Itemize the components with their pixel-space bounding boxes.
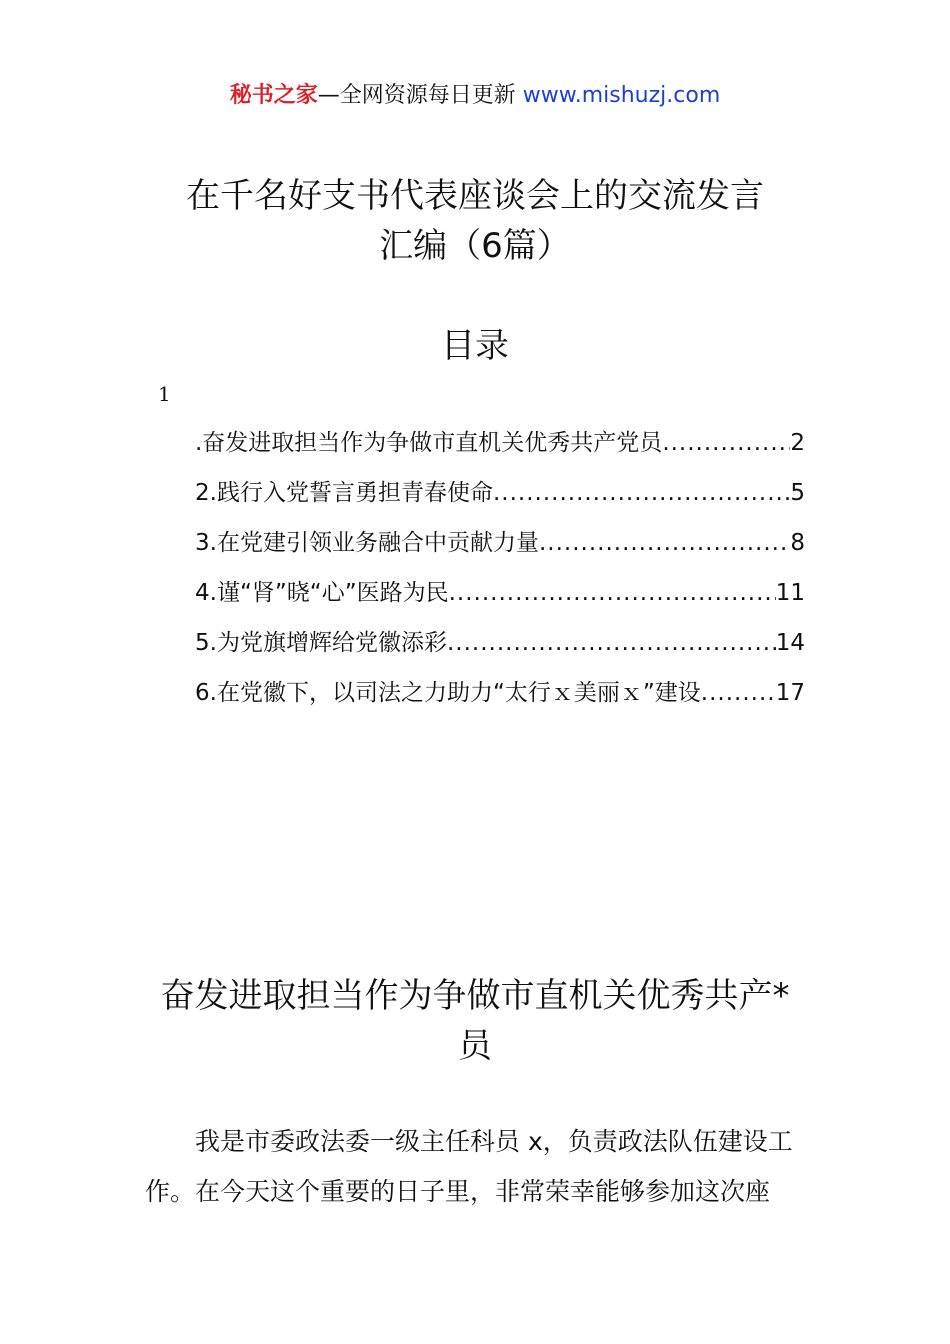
site-url-link[interactable]: www.mishuzj.com — [522, 83, 721, 108]
article-title-line-1: 奋发进取担当作为争做市直机关优秀共产* — [160, 976, 790, 1016]
toc-entry-page: 17 — [775, 680, 805, 706]
toc-entry-text: 4.谨“肾”晓“心”医路为民 — [195, 580, 449, 606]
site-banner — [0, 80, 950, 112]
toc-entry-1[interactable] — [195, 425, 805, 461]
toc-entry-6[interactable] — [195, 675, 805, 711]
toc-page-marker: 1 — [158, 382, 171, 406]
toc-entry-page: 11 — [775, 580, 805, 606]
toc-entry-3[interactable] — [195, 525, 805, 561]
toc-heading: 目录 — [441, 326, 509, 366]
toc-entry-5[interactable] — [195, 625, 805, 661]
toc-entry-text: 5.为党旗增辉给党徽添彩 — [195, 630, 447, 656]
toc-entry-text: .奋发进取担当作为争做市直机关优秀共产党员 — [195, 430, 663, 456]
document-title-line-2: 汇编（6篇） — [379, 226, 571, 266]
toc-entry-text: 2.践行入党誓言勇担青春使命 — [195, 480, 493, 506]
article-paragraph-line-2: 作。在今天这个重要的日子里，非常荣幸能够参加这次座 — [145, 1177, 771, 1206]
toc-dot-leader — [662, 425, 790, 461]
article-paragraph-line-1: 我是市委政法委一级主任科员 x，负责政法队伍建设工 — [195, 1127, 793, 1156]
toc-entry-text: 3.在党建引领业务融合中贡献力量 — [195, 530, 539, 556]
toc-entry-page: 8 — [790, 530, 805, 556]
toc-entry-2[interactable] — [195, 475, 805, 511]
toc-dot-leader — [447, 625, 776, 661]
toc-entry-4[interactable] — [195, 575, 805, 611]
toc-entry-page: 2 — [790, 430, 805, 456]
article-title-line-2: 员 — [458, 1026, 492, 1066]
toc-dot-leader — [539, 525, 790, 561]
toc-dot-leader — [701, 675, 776, 711]
toc-entry-page: 5 — [790, 480, 805, 506]
toc-dot-leader — [493, 475, 790, 511]
toc-entry-text: 6.在党徽下，以司法之力助力“太行ｘ美丽ｘ”建设 — [195, 680, 701, 706]
toc-entry-page: 14 — [775, 630, 805, 656]
toc-dot-leader — [449, 575, 776, 611]
document-title-line-1: 在千名好支书代表座谈会上的交流发言 — [186, 176, 764, 216]
site-tagline: —全网资源每日更新 — [317, 83, 523, 108]
site-name: 秘书之家 — [229, 83, 318, 108]
